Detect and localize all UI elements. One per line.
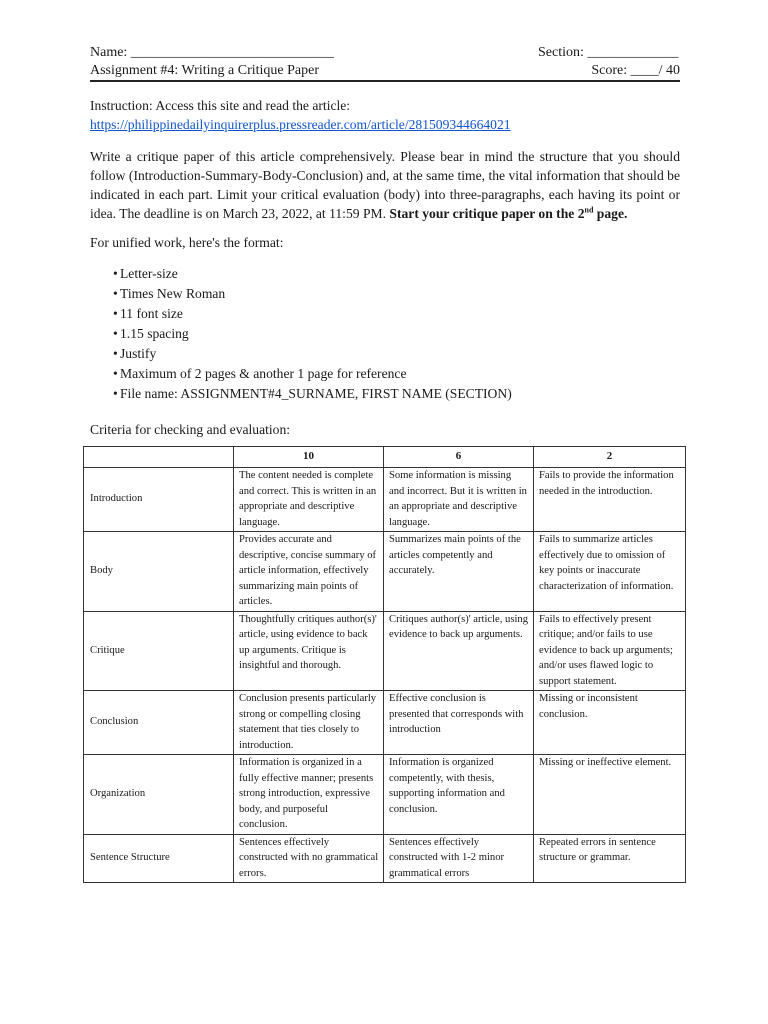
main-content [90,96,680,439]
score-2-cell: Fails to summarize articles effectively due to omission of key points or inaccurate characterization of information. [534,532,686,612]
criterion-cell: Organization [84,755,234,835]
score-10-cell: Provides accurate and descriptive, concise summary of article information, effectively summarizing main points of articles. [234,532,384,612]
bullet-icon: • [113,366,118,381]
table-row [84,834,686,883]
list-item: • Times New Roman [90,284,680,304]
format-list [90,264,680,404]
bullet-icon: • [113,326,118,341]
score-6-cell: Summarizes main points of the articles competently and accurately. [384,532,534,612]
table-row [84,611,686,691]
paragraph-body: Write a critique paper of this article comprehensively. Please bear in mind the structure that you should follow (Introduction-Summary-Body-Conclusion) and, at the same time, the vital information that should be indicated in each part. Limit your critical evaluation (body) into three-paragraphs, each having its point or idea. The deadline is on March 23, 2022, at 11:59 PM. [90,149,680,221]
table-row [84,755,686,835]
criteria-label: Criteria for checking and evaluation: [90,422,291,437]
paragraph-emphasis: Start your critique paper on the 2nd page. [389,205,628,221]
list-item: • 11 font size [90,304,680,324]
score-6-cell: Effective conclusion is presented that corresponds with introduction [384,691,534,755]
instructions-paragraph [90,147,680,223]
score-6-cell: Sentences effectively constructed with 1-2 minor grammatical errors [384,834,534,883]
table-row [84,468,686,532]
table-header-row [84,447,686,468]
criterion-cell: Sentence Structure [84,834,234,883]
score-2-cell: Fails to effectively present critique; and/or fails to use evidence to back up arguments; and/or uses flawed logic to support statement. [534,611,686,691]
section-field-label: Section: _____________ [538,45,679,60]
score-6-cell: Critiques author(s)' article, using evidence to back up arguments. [384,611,534,691]
bullet-icon: • [113,346,118,361]
criterion-cell: Introduction [84,468,234,532]
header-cell-6: 6 [384,447,534,468]
criterion-cell: Critique [84,611,234,691]
bullet-icon: • [113,386,118,401]
instruction-text: Instruction: Access this site and read the article: [90,98,351,113]
score-10-cell: Conclusion presents particularly strong or compelling closing statement that ties closely to introduction. [234,691,384,755]
score-10-cell: Thoughtfully critiques author(s)' article, using evidence to back up arguments. Critique is insightful and thorough. [234,611,384,691]
score-2-cell: Missing or ineffective element. [534,755,686,835]
list-item: • Letter-size [90,264,680,284]
score-10-cell: The content needed is complete and correct. This is written in an appropriate and descriptive language. [234,468,384,532]
bullet-icon: • [113,286,118,301]
score-6-cell: Information is organized competently, with thesis, supporting information and conclusion. [384,755,534,835]
header-cell-criterion [84,447,234,468]
bullet-icon: • [113,266,118,281]
criterion-cell: Body [84,532,234,612]
list-item: • Maximum of 2 pages & another 1 page for reference [90,364,680,384]
list-item: • Justify [90,344,680,364]
rubric-table [83,446,686,883]
header-cell-10: 10 [234,447,384,468]
format-intro: For unified work, here's the format: [90,235,284,250]
list-item: • 1.15 spacing [90,324,680,344]
score-field-label: Score: ____/ 40 [591,63,680,78]
bullet-icon: • [113,306,118,321]
criterion-cell: Conclusion [84,691,234,755]
header-divider [90,80,680,82]
article-link[interactable]: https://philippinedailyinquirerplus.pressreader.com/article/281509344664021 [90,117,511,132]
score-2-cell: Missing or inconsistent conclusion. [534,691,686,755]
header [90,44,680,80]
name-field-label: Name: _____________________________ [90,45,334,60]
score-6-cell: Some information is missing and incorrect. But it is written in an appropriate and descriptive language. [384,468,534,532]
score-10-cell: Information is organized in a fully effective manner; presents strong introduction, expressive body, and purposeful conclusion. [234,755,384,835]
table-row [84,532,686,612]
header-cell-2: 2 [534,447,686,468]
table-row [84,691,686,755]
score-2-cell: Fails to provide the information needed in the introduction. [534,468,686,532]
score-10-cell: Sentences effectively constructed with no grammatical errors. [234,834,384,883]
score-2-cell: Repeated errors in sentence structure or grammar. [534,834,686,883]
list-item: • File name: ASSIGNMENT#4_SURNAME, FIRST NAME (SECTION) [90,384,680,404]
assignment-title: Assignment #4: Writing a Critique Paper [90,63,319,78]
